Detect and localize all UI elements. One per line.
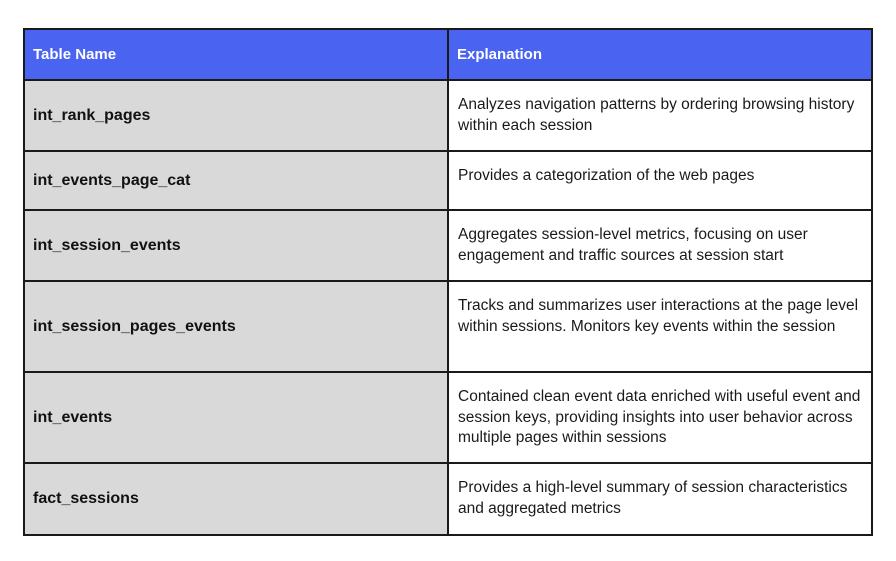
explanation-text: Analyzes navigation patterns by ordering browsing history within each session (458, 96, 855, 134)
table-row (24, 281, 872, 372)
explanation-cell (448, 210, 872, 281)
explanation-text: Aggregates session-level metrics, focusing on user engagement and traffic sources at session start (458, 226, 808, 264)
explanation-text: Provides a high-level summary of session characteristics and aggregated metrics (458, 479, 848, 517)
explanation-cell (448, 281, 872, 372)
models-table (23, 28, 873, 536)
table-row (24, 80, 872, 151)
header-table-name: Table Name (24, 29, 448, 80)
table-name-cell: int_session_events (24, 210, 448, 281)
header-row (24, 29, 872, 80)
explanation-text: Contained clean event data enriched with useful event and session keys, providing insights into user behavior across multiple pages within sessions (458, 388, 861, 446)
explanation-cell (448, 463, 872, 535)
table-row (24, 372, 872, 463)
explanation-cell (448, 372, 872, 463)
header-explanation: Explanation (448, 29, 872, 80)
table-row (24, 151, 872, 210)
table-row (24, 210, 872, 281)
explanation-cell (448, 80, 872, 151)
explanation-cell (448, 151, 872, 210)
table-name-cell: int_rank_pages (24, 80, 448, 151)
explanation-text: Tracks and summarizes user interactions at the page level within sessions. Monitors key events within the session (458, 297, 859, 335)
table-name-cell: int_session_pages_events (24, 281, 448, 372)
table-name-cell: int_events_page_cat (24, 151, 448, 210)
table-row (24, 463, 872, 535)
explanation-text: Provides a categorization of the web pages (458, 167, 755, 184)
table-name-cell: int_events (24, 372, 448, 463)
table-name-cell: fact_sessions (24, 463, 448, 535)
